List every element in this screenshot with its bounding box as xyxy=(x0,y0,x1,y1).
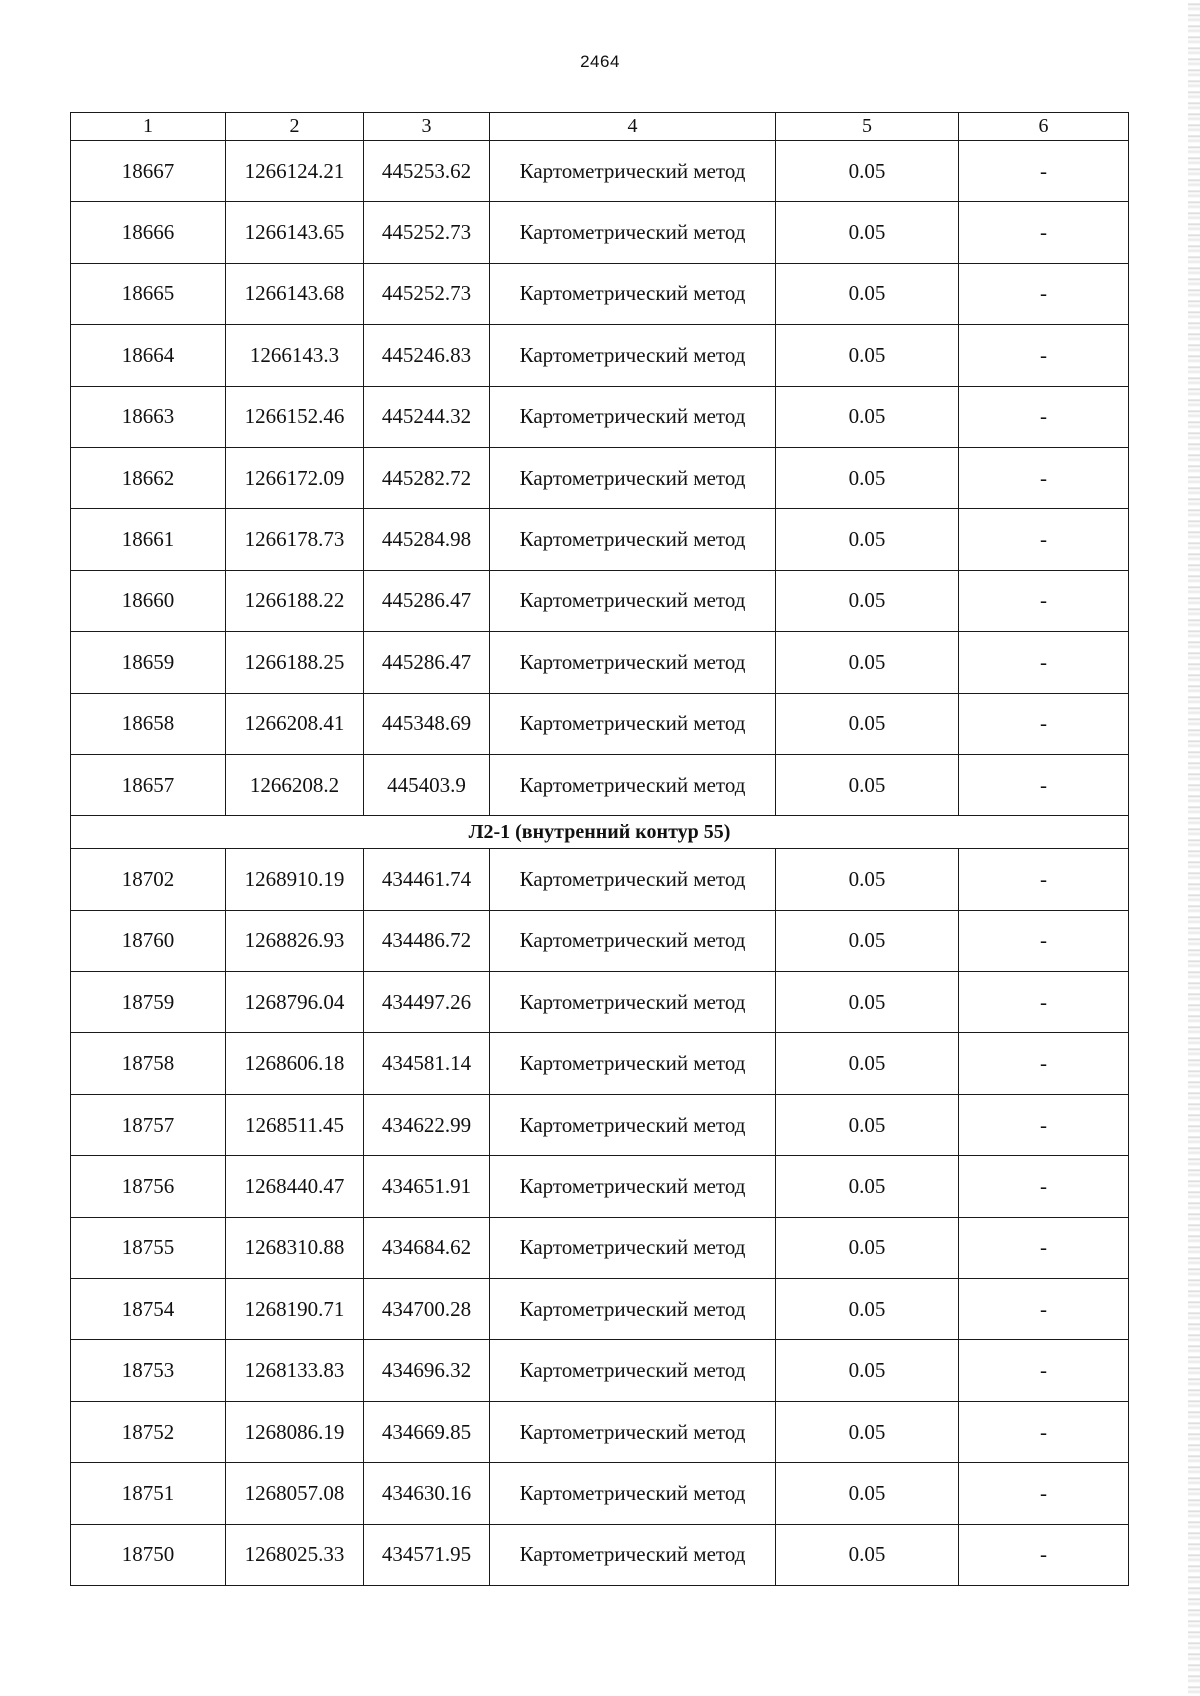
x-coordinate-cell: 1268796.04 xyxy=(226,972,364,1033)
x-coordinate-cell: 1266172.09 xyxy=(226,447,364,508)
note-cell: - xyxy=(959,141,1129,202)
y-coordinate-cell: 434486.72 xyxy=(364,910,490,971)
accuracy-cell: 0.05 xyxy=(776,910,959,971)
method-cell: Картометрический метод xyxy=(490,202,776,263)
y-coordinate-cell: 434622.99 xyxy=(364,1094,490,1155)
note-cell: - xyxy=(959,1033,1129,1094)
page-number: 2464 xyxy=(580,52,620,71)
table-body xyxy=(71,141,1129,1586)
point-number-cell: 18657 xyxy=(71,754,226,815)
table-row xyxy=(71,1156,1129,1217)
table-row xyxy=(71,1340,1129,1401)
x-coordinate-cell: 1268606.18 xyxy=(226,1033,364,1094)
point-number-cell: 18754 xyxy=(71,1279,226,1340)
note-cell: - xyxy=(959,509,1129,570)
method-cell: Картометрический метод xyxy=(490,1094,776,1155)
accuracy-cell: 0.05 xyxy=(776,754,959,815)
column-header-1: 1 xyxy=(71,113,226,141)
table-row xyxy=(71,386,1129,447)
section-header-row xyxy=(71,816,1129,849)
note-cell: - xyxy=(959,1401,1129,1462)
accuracy-cell: 0.05 xyxy=(776,1033,959,1094)
note-cell: - xyxy=(959,202,1129,263)
x-coordinate-cell: 1268511.45 xyxy=(226,1094,364,1155)
x-coordinate-cell: 1268190.71 xyxy=(226,1279,364,1340)
y-coordinate-cell: 434571.95 xyxy=(364,1524,490,1585)
accuracy-cell: 0.05 xyxy=(776,1279,959,1340)
point-number-cell: 18752 xyxy=(71,1401,226,1462)
y-coordinate-cell: 434669.85 xyxy=(364,1401,490,1462)
accuracy-cell: 0.05 xyxy=(776,325,959,386)
x-coordinate-cell: 1268440.47 xyxy=(226,1156,364,1217)
note-cell: - xyxy=(959,632,1129,693)
note-cell: - xyxy=(959,263,1129,324)
method-cell: Картометрический метод xyxy=(490,910,776,971)
note-cell: - xyxy=(959,972,1129,1033)
point-number-cell: 18759 xyxy=(71,972,226,1033)
point-number-cell: 18757 xyxy=(71,1094,226,1155)
y-coordinate-cell: 434651.91 xyxy=(364,1156,490,1217)
point-number-cell: 18659 xyxy=(71,632,226,693)
point-number-cell: 18760 xyxy=(71,910,226,971)
method-cell: Картометрический метод xyxy=(490,141,776,202)
table-row xyxy=(71,1033,1129,1094)
accuracy-cell: 0.05 xyxy=(776,1463,959,1524)
y-coordinate-cell: 445284.98 xyxy=(364,509,490,570)
x-coordinate-cell: 1266143.3 xyxy=(226,325,364,386)
point-number-cell: 18662 xyxy=(71,447,226,508)
x-coordinate-cell: 1268057.08 xyxy=(226,1463,364,1524)
y-coordinate-cell: 445286.47 xyxy=(364,570,490,631)
point-number-cell: 18661 xyxy=(71,509,226,570)
point-number-cell: 18666 xyxy=(71,202,226,263)
y-coordinate-cell: 445252.73 xyxy=(364,263,490,324)
note-cell: - xyxy=(959,1340,1129,1401)
note-cell: - xyxy=(959,1156,1129,1217)
point-number-cell: 18663 xyxy=(71,386,226,447)
accuracy-cell: 0.05 xyxy=(776,849,959,910)
method-cell: Картометрический метод xyxy=(490,1340,776,1401)
table-row xyxy=(71,1401,1129,1462)
method-cell: Картометрический метод xyxy=(490,693,776,754)
point-number-cell: 18753 xyxy=(71,1340,226,1401)
scan-edge-artifact xyxy=(1188,0,1200,1696)
method-cell: Картометрический метод xyxy=(490,1156,776,1217)
y-coordinate-cell: 434497.26 xyxy=(364,972,490,1033)
y-coordinate-cell: 445253.62 xyxy=(364,141,490,202)
accuracy-cell: 0.05 xyxy=(776,1094,959,1155)
x-coordinate-cell: 1266143.68 xyxy=(226,263,364,324)
method-cell: Картометрический метод xyxy=(490,972,776,1033)
note-cell: - xyxy=(959,910,1129,971)
x-coordinate-cell: 1266208.2 xyxy=(226,754,364,815)
y-coordinate-cell: 445348.69 xyxy=(364,693,490,754)
accuracy-cell: 0.05 xyxy=(776,447,959,508)
note-cell: - xyxy=(959,1094,1129,1155)
accuracy-cell: 0.05 xyxy=(776,1524,959,1585)
section-title: Л2-1 (внутренний контур 55) xyxy=(71,816,1129,849)
x-coordinate-cell: 1266124.21 xyxy=(226,141,364,202)
accuracy-cell: 0.05 xyxy=(776,1401,959,1462)
accuracy-cell: 0.05 xyxy=(776,570,959,631)
note-cell: - xyxy=(959,1524,1129,1585)
x-coordinate-cell: 1266143.65 xyxy=(226,202,364,263)
method-cell: Картометрический метод xyxy=(490,386,776,447)
table-header xyxy=(71,113,1129,141)
column-header-4: 4 xyxy=(490,113,776,141)
x-coordinate-cell: 1266208.41 xyxy=(226,693,364,754)
table-row xyxy=(71,263,1129,324)
accuracy-cell: 0.05 xyxy=(776,386,959,447)
y-coordinate-cell: 434581.14 xyxy=(364,1033,490,1094)
point-number-cell: 18660 xyxy=(71,570,226,631)
x-coordinate-cell: 1268086.19 xyxy=(226,1401,364,1462)
method-cell: Картометрический метод xyxy=(490,509,776,570)
method-cell: Картометрический метод xyxy=(490,1463,776,1524)
point-number-cell: 18667 xyxy=(71,141,226,202)
column-header-5: 5 xyxy=(776,113,959,141)
accuracy-cell: 0.05 xyxy=(776,202,959,263)
table-row xyxy=(71,447,1129,508)
accuracy-cell: 0.05 xyxy=(776,972,959,1033)
point-number-cell: 18755 xyxy=(71,1217,226,1278)
note-cell: - xyxy=(959,325,1129,386)
method-cell: Картометрический метод xyxy=(490,570,776,631)
point-number-cell: 18664 xyxy=(71,325,226,386)
table-row xyxy=(71,693,1129,754)
table-row xyxy=(71,141,1129,202)
accuracy-cell: 0.05 xyxy=(776,1340,959,1401)
table-row xyxy=(71,972,1129,1033)
table-row xyxy=(71,910,1129,971)
method-cell: Картометрический метод xyxy=(490,1524,776,1585)
note-cell: - xyxy=(959,386,1129,447)
method-cell: Картометрический метод xyxy=(490,1401,776,1462)
x-coordinate-cell: 1268133.83 xyxy=(226,1340,364,1401)
y-coordinate-cell: 445282.72 xyxy=(364,447,490,508)
method-cell: Картометрический метод xyxy=(490,263,776,324)
column-header-2: 2 xyxy=(226,113,364,141)
accuracy-cell: 0.05 xyxy=(776,141,959,202)
point-number-cell: 18658 xyxy=(71,693,226,754)
accuracy-cell: 0.05 xyxy=(776,693,959,754)
note-cell: - xyxy=(959,570,1129,631)
x-coordinate-cell: 1266152.46 xyxy=(226,386,364,447)
y-coordinate-cell: 445246.83 xyxy=(364,325,490,386)
note-cell: - xyxy=(959,693,1129,754)
method-cell: Картометрический метод xyxy=(490,1217,776,1278)
table-row xyxy=(71,754,1129,815)
table-row xyxy=(71,509,1129,570)
y-coordinate-cell: 434700.28 xyxy=(364,1279,490,1340)
note-cell: - xyxy=(959,447,1129,508)
point-number-cell: 18702 xyxy=(71,849,226,910)
x-coordinate-cell: 1266188.22 xyxy=(226,570,364,631)
y-coordinate-cell: 434696.32 xyxy=(364,1340,490,1401)
point-number-cell: 18758 xyxy=(71,1033,226,1094)
y-coordinate-cell: 434461.74 xyxy=(364,849,490,910)
table-row xyxy=(71,1463,1129,1524)
y-coordinate-cell: 434630.16 xyxy=(364,1463,490,1524)
x-coordinate-cell: 1268310.88 xyxy=(226,1217,364,1278)
x-coordinate-cell: 1266178.73 xyxy=(226,509,364,570)
point-number-cell: 18756 xyxy=(71,1156,226,1217)
note-cell: - xyxy=(959,1279,1129,1340)
accuracy-cell: 0.05 xyxy=(776,263,959,324)
accuracy-cell: 0.05 xyxy=(776,509,959,570)
table-row xyxy=(71,202,1129,263)
note-cell: - xyxy=(959,1217,1129,1278)
method-cell: Картометрический метод xyxy=(490,1033,776,1094)
table-row xyxy=(71,1524,1129,1585)
table-row xyxy=(71,1217,1129,1278)
y-coordinate-cell: 434684.62 xyxy=(364,1217,490,1278)
note-cell: - xyxy=(959,754,1129,815)
table-row xyxy=(71,570,1129,631)
x-coordinate-cell: 1268826.93 xyxy=(226,910,364,971)
method-cell: Картометрический метод xyxy=(490,632,776,693)
table-row xyxy=(71,1279,1129,1340)
method-cell: Картометрический метод xyxy=(490,325,776,386)
header-row xyxy=(71,113,1129,141)
y-coordinate-cell: 445286.47 xyxy=(364,632,490,693)
accuracy-cell: 0.05 xyxy=(776,632,959,693)
y-coordinate-cell: 445244.32 xyxy=(364,386,490,447)
x-coordinate-cell: 1266188.25 xyxy=(226,632,364,693)
note-cell: - xyxy=(959,1463,1129,1524)
y-coordinate-cell: 445403.9 xyxy=(364,754,490,815)
x-coordinate-cell: 1268025.33 xyxy=(226,1524,364,1585)
table-row xyxy=(71,849,1129,910)
point-number-cell: 18751 xyxy=(71,1463,226,1524)
method-cell: Картометрический метод xyxy=(490,447,776,508)
table-row xyxy=(71,1094,1129,1155)
point-number-cell: 18750 xyxy=(71,1524,226,1585)
accuracy-cell: 0.05 xyxy=(776,1217,959,1278)
point-number-cell: 18665 xyxy=(71,263,226,324)
method-cell: Картометрический метод xyxy=(490,1279,776,1340)
method-cell: Картометрический метод xyxy=(490,849,776,910)
x-coordinate-cell: 1268910.19 xyxy=(226,849,364,910)
y-coordinate-cell: 445252.73 xyxy=(364,202,490,263)
table-row xyxy=(71,325,1129,386)
table-row xyxy=(71,632,1129,693)
column-header-3: 3 xyxy=(364,113,490,141)
column-header-6: 6 xyxy=(959,113,1129,141)
coordinates-table xyxy=(70,112,1129,1586)
method-cell: Картометрический метод xyxy=(490,754,776,815)
note-cell: - xyxy=(959,849,1129,910)
accuracy-cell: 0.05 xyxy=(776,1156,959,1217)
